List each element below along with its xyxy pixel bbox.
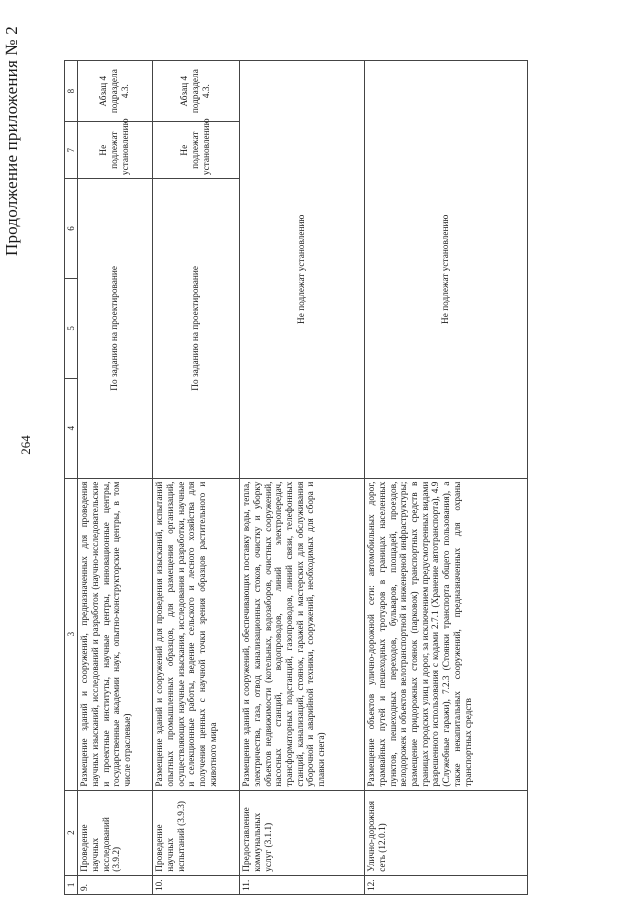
land-use-table [64,60,528,895]
page-number: 264 [18,435,33,455]
row-number: 11. [240,875,365,894]
column-header: 4 [65,378,78,478]
column-header: 3 [65,478,78,790]
row-number: 10. [153,875,240,894]
land-use-name: Проведение научных исследований (3.9.2) [78,790,153,875]
land-use-description: Размещение зданий и сооружений, обеспечивающих поставку воды, тепла, электричества, газа, отвод канализационных стоков, очистку и уборку объектов недвижимости (котельных, водозаборов, очистных сооружений, насосных станций, водопроводов, линий электропередач, трансформаторных подстанций, газопроводов, линий связи, телефонных станций, канализаций, стоянок, гаражей и мастерских для обслуживания уборочной и аварийной техники, сооружений, необходимых для сбора и плавки снега) [240,478,365,790]
design-parameters: По заданию на проектирование [78,179,153,479]
land-use-name: Улично-дорожная сеть (12.0.1) [365,790,528,875]
column-header: 5 [65,278,78,378]
row-number: 12. [365,875,528,894]
restrictions-cell: Не подлежат установлению [78,122,153,179]
table-row [240,61,365,895]
not-established-cell: Не подлежат установлению [365,61,528,479]
land-use-name: Проведение научных испытаний (3.9.3) [153,790,240,875]
row-number: 9. [78,875,153,894]
appendix-title: Продолжение приложения № 2 [2,26,21,257]
table-row [153,61,240,895]
table-row [78,61,153,895]
land-use-description: Размещение зданий и сооружений, предназначенных для проведения научных изысканий, исследований и разработок (научно-исследовательские и проектные институты, научные центры, инновационные центры, государственные академии наук, опытно-конструкторские центры, в том числе отраслевые) [78,478,153,790]
column-header: 6 [65,179,78,279]
column-header: 7 [65,122,78,179]
land-use-description: Размещение зданий и сооружений для проведения изысканий, испытаний опытных промышленных образцов, для размещения организаций, осуществляющих научные изыскания, исследования и разработки, научные и селекционные работы, ведение сельского и лесного хозяйства для получения ценных с научной точки зрения образцов растительного и животного мира [153,478,240,790]
design-parameters: По заданию на проектирование [153,179,240,479]
land-use-description: Размещение объектов улично-дорожной сети: автомобильных дорог, трамвайных путей и пешеходных тротуаров в границах населенных пунктов, пешеходных переходов, бульваров, площадей, проездов, велодорожек и объектов велотранспортной и инженерной инфраструктуры; размещение придорожных стоянок (парковок) транспортных средств в границах городских улиц и дорог, за исключением предусмотренных видами разрешенного использования с кодами 2.7.1 (Хранение автотранспорта), 4.9 (Служебные гаражи), 7.2.3 (Стоянки транспорта общего пользования), а также некапитальных сооружений, предназначенных для охраны транспортных средств [365,478,528,790]
column-header: 1 [65,875,78,894]
table-row [365,61,528,895]
restrictions-cell: Не подлежат установлению [153,122,240,179]
column-number-row [65,61,78,895]
reference-cell: Абзац 4 подраздела 4.3. [78,61,153,122]
reference-cell: Абзац 4 подраздела 4.3. [153,61,240,122]
column-header: 8 [65,61,78,122]
not-established-cell: Не подлежат установлению [240,61,365,479]
land-use-name: Предоставление коммунальных услуг (3.1.1) [240,790,365,875]
column-header: 2 [65,790,78,875]
